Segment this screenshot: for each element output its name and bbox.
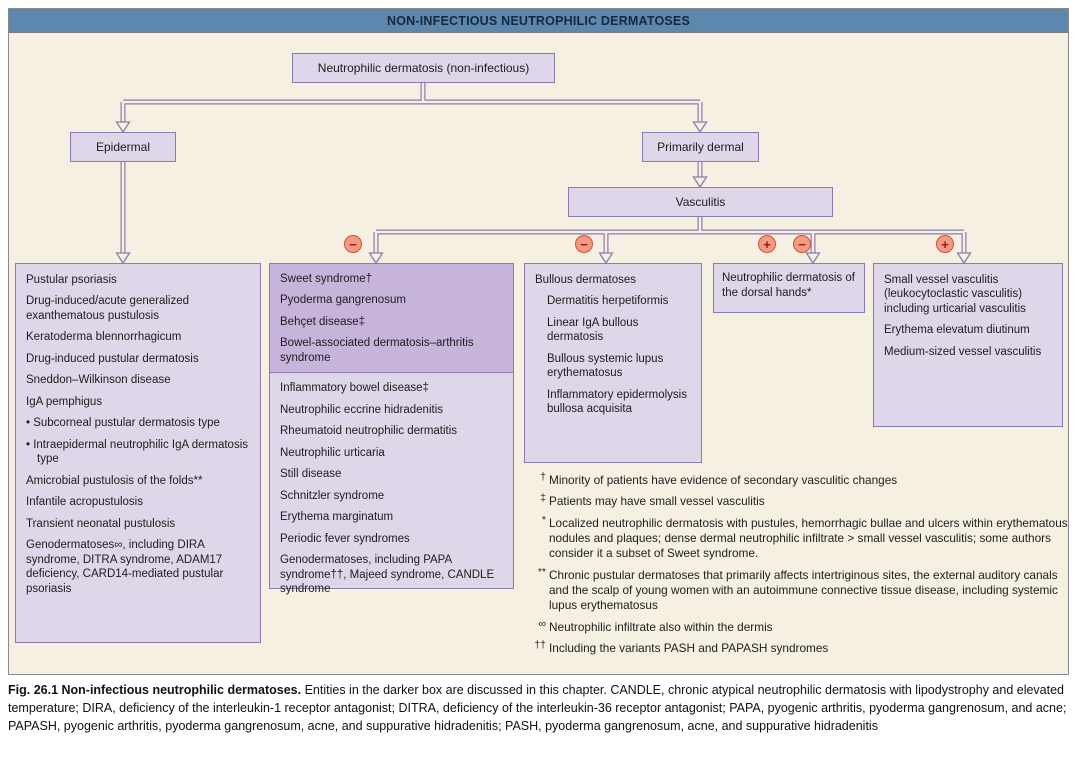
figure-panel bbox=[8, 8, 1069, 675]
list-item: Schnitzler syndrome bbox=[280, 489, 385, 502]
footnote-text: Patients may have small vessel vasculitis bbox=[549, 494, 765, 509]
dorsal-hands-box bbox=[713, 263, 865, 313]
plus-marker bbox=[758, 235, 776, 253]
list-item: Drug-induced/acute generalized exanthematous pustulosis bbox=[26, 295, 190, 322]
list-item: Genodermatoses, including PAPA syndrome††, Majeed syndrome, CANDLE syndrome bbox=[280, 554, 495, 596]
list-item: Medium-sized vessel vasculitis bbox=[884, 345, 1042, 358]
plus-sign: + bbox=[763, 236, 771, 252]
list-item: Keratoderma blennorrhagicum bbox=[26, 331, 182, 344]
minus-marker bbox=[344, 235, 362, 253]
list-item: Neutrophilic urticaria bbox=[280, 446, 385, 459]
list-item: Linear IgA bullous dermatosis bbox=[547, 316, 639, 344]
list-item: Rheumatoid neutrophilic dermatitis bbox=[280, 425, 458, 438]
list-item: Pustular psoriasis bbox=[26, 274, 117, 286]
footnote bbox=[524, 617, 1072, 635]
node-vasculitis bbox=[568, 187, 833, 217]
dermal-list-box bbox=[269, 263, 514, 596]
list-item: Pyoderma gangrenosum bbox=[280, 294, 406, 307]
highlighted-section bbox=[270, 264, 513, 373]
list-item: Genodermatoses∞, including DIRA syndrome, DITRA syndrome, ADAM17 deficiency, CARD14-mediated pustular psoriasis bbox=[26, 539, 224, 595]
list-item: Bullous systemic lupus erythematosus bbox=[547, 352, 664, 380]
list-item: Still disease bbox=[280, 468, 342, 481]
footnote bbox=[524, 513, 1072, 562]
minus-marker bbox=[793, 235, 811, 253]
list-item: • Intraepidermal neutrophilic IgA dermatosis type bbox=[26, 438, 248, 466]
list-item: Erythema elevatum diutinum bbox=[884, 324, 1030, 337]
footnote bbox=[524, 638, 1072, 656]
list-item: Erythema marginatum bbox=[280, 511, 394, 524]
list-item: Infantile acropustulosis bbox=[26, 496, 143, 509]
figure-caption bbox=[8, 682, 1070, 735]
bullous-list-box bbox=[524, 263, 702, 463]
list-item: Small vessel vasculitis (leukocytoclastic vasculitis) including urticarial vasculitis bbox=[884, 274, 1026, 315]
list-item: Dermatitis herpetiformis bbox=[547, 295, 669, 308]
node-primarily-dermal-label: Primarily dermal bbox=[657, 140, 744, 154]
caption-label: Fig. 26.1 Non-infectious neutrophilic dermatoses. bbox=[8, 683, 302, 697]
list-item: Bowel-associated dermatosis–arthritis syndrome bbox=[280, 337, 474, 364]
list-item: Neutrophilic eccrine hidradenitis bbox=[280, 403, 443, 416]
minus-sign: − bbox=[580, 236, 588, 252]
footnote-marker: * bbox=[541, 513, 546, 526]
list-item: IgA pemphigus bbox=[26, 395, 103, 408]
list-item: Drug-induced pustular dermatosis bbox=[26, 352, 199, 365]
footnote-text: Neutrophilic infiltrate also within the dermis bbox=[549, 619, 773, 634]
footnote-marker: ‡ bbox=[540, 492, 546, 505]
footnote-text: Localized neutrophilic dermatosis with pustules, hemorrhagic bullae and ulcers within erythematous nodules and plaques; dense dermal neutrophilic infiltrate > small vessel vasculitis; some authors consider it a subset of Sweet syndrome. bbox=[549, 515, 1068, 561]
footnote-marker: †† bbox=[534, 638, 546, 651]
small-vessel-box bbox=[873, 263, 1063, 427]
list-item: Amicrobial pustulosis of the folds** bbox=[26, 474, 203, 487]
lower-section bbox=[270, 373, 513, 603]
node-epidermal-label: Epidermal bbox=[95, 140, 151, 154]
footnote-marker: ∞ bbox=[538, 617, 546, 630]
plus-sign: + bbox=[941, 236, 949, 252]
list-item: Periodic fever syndromes bbox=[280, 532, 410, 545]
node-root-label: Neutrophilic dermatosis (non-infectious) bbox=[317, 61, 530, 75]
list-item: Inflammatory epidermolysis bullosa acquisita bbox=[547, 388, 687, 416]
list-item: Behçet disease‡ bbox=[280, 315, 366, 328]
list-item: Sweet syndrome† bbox=[280, 273, 373, 285]
footnote-text: Including the variants PASH and PAPASH syndromes bbox=[549, 640, 829, 655]
minus-sign: − bbox=[349, 236, 357, 252]
footnote-marker: † bbox=[540, 471, 546, 483]
list-item: • Subcorneal pustular dermatosis type bbox=[26, 417, 220, 430]
minus-sign: − bbox=[798, 236, 806, 252]
figure-title: NON-INFECTIOUS NEUTROPHILIC DERMATOSES bbox=[387, 13, 690, 28]
list-item: Transient neonatal pustulosis bbox=[26, 517, 176, 530]
list-item: Inflammatory bowel disease‡ bbox=[280, 382, 429, 395]
minus-marker bbox=[575, 235, 593, 253]
list-title: Bullous dermatoses bbox=[535, 274, 636, 286]
plus-marker bbox=[936, 235, 954, 253]
figure-header bbox=[9, 9, 1068, 33]
epidermal-list-box bbox=[15, 263, 261, 643]
footnote-text: Minority of patients have evidence of secondary vasculitic changes bbox=[549, 473, 898, 487]
dorsal-hands-label: Neutrophilic dermatosis of the dorsal hands* bbox=[722, 272, 855, 299]
list-item: Sneddon–Wilkinson disease bbox=[26, 374, 171, 387]
node-root bbox=[292, 53, 555, 83]
footnote-text: Chronic pustular dermatoses that primarily affects intertriginous sites, the external auditory canals and the scalp of young women with an autoimmune connective tissue disease, including systemic lupus erythematosus bbox=[549, 567, 1058, 613]
footnote-marker: ** bbox=[537, 565, 546, 578]
node-primarily-dermal bbox=[642, 132, 759, 162]
node-epidermal bbox=[70, 132, 176, 162]
footnote bbox=[524, 494, 1072, 509]
footnote bbox=[524, 473, 1072, 488]
node-vasculitis-label: Vasculitis bbox=[675, 195, 726, 209]
footnote bbox=[524, 565, 1072, 614]
caption-text: Entities in the darker box are discussed in this chapter. CANDLE, chronic atypical neutrophilic dermatosis with lipodystrophy and elevated temperature; DIRA, deficiency of the interleukin-1 receptor antagonist; DITRA, deficiency of the interleukin-36 receptor antagonist; PAPA, pyogenic arthritis, pyoderma gangrenosum, and acne; PAPASH, pyogenic arthritis, pyoderma gangrenosum, acne, and suppurative hidradenitis; PASH, pyoderma gangrenosum, acne, and suppurative hidradenitis bbox=[8, 683, 1067, 733]
footnotes bbox=[524, 473, 1072, 662]
